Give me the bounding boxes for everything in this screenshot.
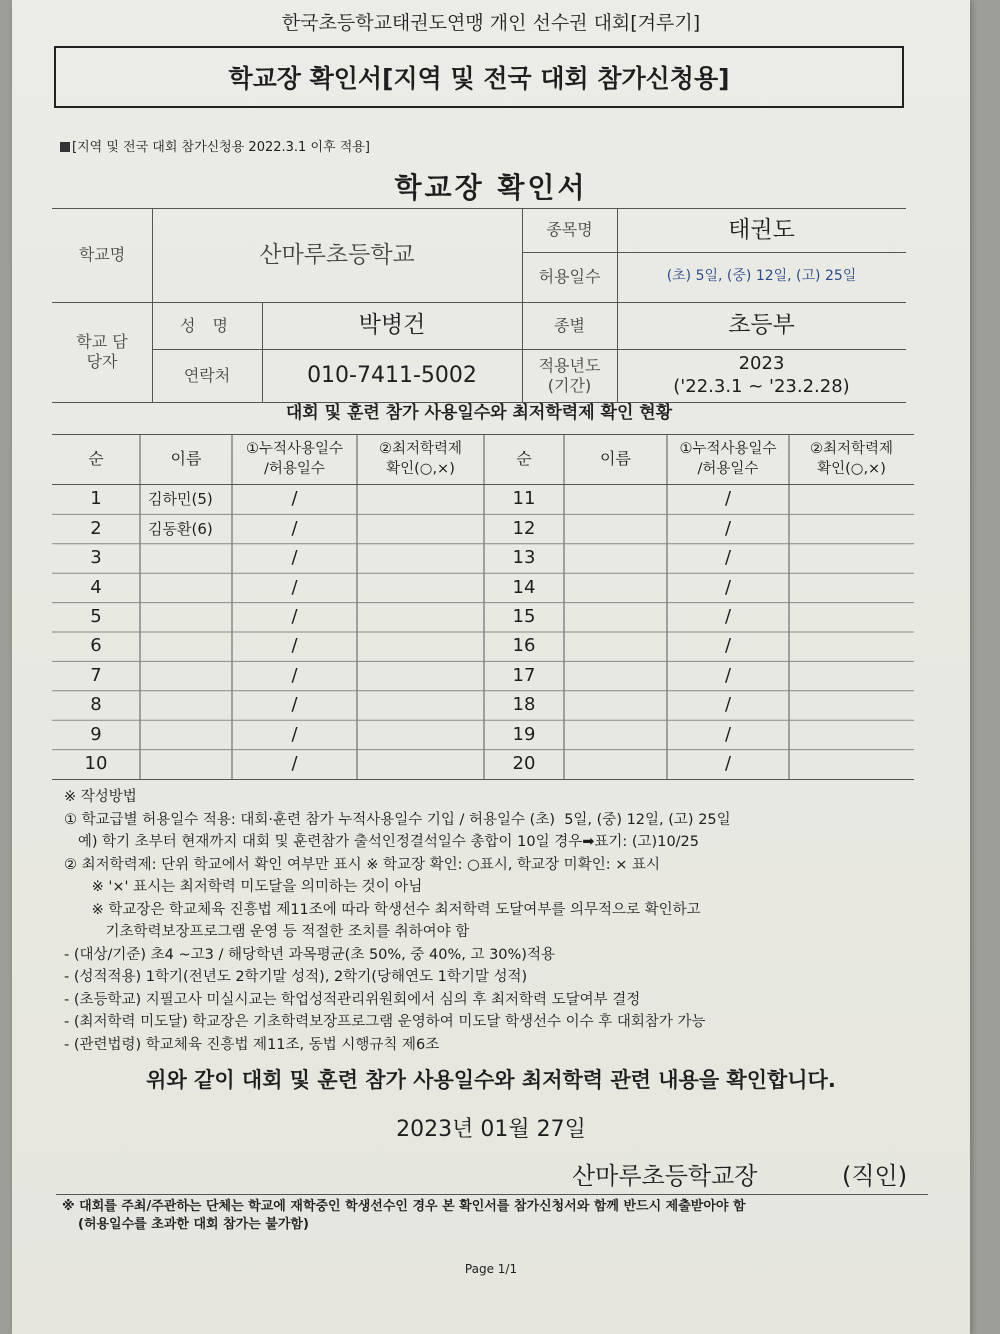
row-days-left: / — [291, 694, 298, 716]
row-days-right: / — [724, 488, 732, 510]
row-days-right: / — [724, 517, 732, 539]
division-value: 초등부 — [728, 312, 795, 339]
row-days-right: / — [724, 606, 732, 628]
allowed-days-value: (초) 5일, (중) 12일, (고) 25일 — [666, 268, 857, 285]
header-check-line2: 확인(○,×) — [817, 461, 886, 477]
row-name-right — [564, 514, 667, 543]
row-days-right: / — [724, 547, 732, 569]
document-title: 학교장 확인서 — [394, 171, 588, 204]
method-line: ※ '×' 표시는 최저학력 미도달을 의미하는 것이 아님 — [64, 879, 423, 895]
row-no-right: 11 — [512, 488, 536, 510]
row-days-right: / — [724, 635, 732, 657]
row-check-right — [789, 632, 914, 661]
contact-value: 010-7411-5002 — [307, 362, 477, 388]
row-name-right — [564, 661, 667, 690]
row-check-left — [357, 720, 484, 749]
manager-label: 학교 담당자 — [76, 332, 128, 371]
row-no-left: 5 — [90, 606, 102, 628]
row-name-left — [140, 544, 232, 573]
row-name-right — [564, 485, 667, 514]
applicability-note-text: [지역 및 전국 대회 참가신청용 2022.3.1 이후 적용] — [72, 140, 370, 155]
header-days-left — [232, 434, 357, 484]
row-name-left — [140, 720, 232, 749]
header-check-line1: ②최저학력제 — [378, 440, 463, 457]
method-line: ※ 학교장은 학교체육 진흥법 제11조에 따라 학생선수 최저학력 도달여부를 의무적으로 확인하고 — [64, 901, 701, 918]
applicability-note — [60, 136, 370, 155]
row-days-right: / — [724, 723, 732, 745]
writing-method — [64, 786, 944, 1056]
row-name-left — [140, 661, 232, 690]
row-no-left: 1 — [90, 488, 102, 510]
applied-year-value: 2023 — [738, 353, 785, 374]
row-no-left: 6 — [90, 635, 102, 657]
header-check-line2: 확인(○,×) — [386, 461, 455, 477]
row-name-left — [140, 573, 232, 602]
row-check-left — [357, 661, 484, 690]
method-line: 예) 학기 초부터 현재까지 대회 및 훈련참가 출석인정결석일수 총합이 10일 경우➡표기: (고)10/25 — [64, 834, 700, 850]
school-name-label: 학교명 — [78, 245, 126, 264]
header-days-right — [667, 434, 789, 484]
row-name-left: 김동환(6) — [148, 519, 213, 538]
row-days-left: / — [291, 664, 298, 686]
header-check-right — [789, 434, 914, 484]
row-no-right: 19 — [512, 723, 536, 745]
header-days-line2: /허용일수 — [697, 461, 759, 477]
method-line: 기초학력보장프로그램 운영 등 적절한 조치를 취하여야 함 — [64, 924, 470, 940]
row-check-left — [357, 691, 484, 720]
official-seal: (직인) — [842, 1162, 908, 1190]
row-check-right — [789, 661, 914, 690]
competition-name: 한국초등학교태권도연맹 개인 선수권 대회[겨루기] — [281, 12, 701, 34]
method-line: - (초등학교) 지필고사 미실시교는 학업성적관리위원회에서 심의 후 최저학력 도달여부 결정 — [64, 991, 641, 1008]
row-no-right: 16 — [512, 635, 536, 657]
row-name-right — [564, 720, 667, 749]
row-check-left — [357, 485, 484, 514]
header-name-right: 이름 — [600, 448, 631, 468]
row-check-left — [357, 603, 484, 632]
header-check-line1: ②최저학력제 — [809, 440, 894, 457]
row-days-right: / — [724, 753, 732, 775]
row-name-left — [140, 632, 232, 661]
info-table — [52, 208, 906, 404]
square-bullet-icon — [60, 142, 70, 152]
row-no-right: 13 — [512, 547, 536, 569]
manager-name-label: 성 명 — [180, 315, 234, 335]
row-check-right — [789, 514, 914, 543]
row-no-left: 9 — [90, 723, 102, 745]
row-days-right: / — [724, 664, 732, 686]
row-check-left — [357, 573, 484, 602]
method-line: ② 최저학력제: 단위 학교에서 확인 여부만 표시 ※ 학교장 확인: ○표시, 학교장 미확인: × 표시 — [64, 856, 660, 873]
method-line: ※ 작성방법 — [64, 789, 137, 805]
header-days-line1: ①누적사용일수 — [679, 440, 777, 457]
row-days-left: / — [291, 547, 298, 569]
row-days-left: / — [291, 606, 298, 628]
row-name-left — [140, 691, 232, 720]
confirmation-statement: 위와 같이 대회 및 훈련 참가 사용일수와 최저학력 관련 내용을 확인합니다. — [146, 1068, 836, 1092]
row-check-right — [789, 544, 914, 573]
principal-signature: 산마루초등학교장 — [572, 1162, 758, 1190]
row-name-right — [564, 603, 667, 632]
row-check-right — [789, 691, 914, 720]
header-check-left — [357, 434, 484, 484]
applied-year-label: 적용년도 (기간) — [538, 355, 601, 395]
row-no-left: 8 — [90, 694, 102, 716]
row-no-left: 3 — [90, 547, 102, 569]
footer-divider — [56, 1194, 928, 1195]
row-days-right: / — [724, 576, 732, 598]
allowed-days-label: 허용일수 — [538, 267, 601, 286]
manager-name-value: 박병건 — [358, 312, 426, 339]
row-no-left: 4 — [90, 576, 102, 598]
row-check-right — [789, 750, 914, 779]
school-name-value: 산마루초등학교 — [259, 241, 415, 268]
row-no-right: 12 — [512, 517, 536, 539]
applied-year-period: ('22.3.1 ~ '23.2.28) — [673, 375, 850, 397]
row-no-left: 10 — [84, 753, 108, 775]
row-days-left: / — [291, 753, 298, 775]
row-no-right: 14 — [512, 576, 536, 598]
row-check-left — [357, 544, 484, 573]
header-no-right: 순 — [516, 448, 532, 468]
row-days-left: / — [291, 635, 298, 657]
row-no-right: 15 — [512, 606, 536, 628]
division-label: 종별 — [554, 315, 585, 335]
row-name-left — [140, 603, 232, 632]
document-page — [12, 0, 970, 1334]
row-no-right: 20 — [512, 753, 536, 775]
row-no-left: 7 — [90, 664, 102, 686]
method-line: ① 학교급별 허용일수 적용: 대회·훈련 참가 누적사용일수 기입 / 허용일수 (초) 5일, (중) 12일, (고) 25일 — [64, 811, 731, 828]
event-value: 태권도 — [728, 216, 795, 243]
row-name-left — [140, 750, 232, 779]
row-check-right — [789, 720, 914, 749]
method-line: - (대상/기준) 초4 ~고3 / 해당학년 과목평균(초 50%, 중 40%, 고 30%)적용 — [64, 946, 555, 963]
row-name-right — [564, 573, 667, 602]
row-check-right — [789, 485, 914, 514]
page-number: Page 1/1 — [464, 1262, 518, 1276]
header-days-line1: ①누적사용일수 — [245, 440, 344, 457]
row-name-right — [564, 750, 667, 779]
method-line: - (관련법령) 학교체육 진흥법 제11조, 동법 시행규칙 제6조 — [64, 1036, 440, 1053]
footer-note-line: ※ 대회를 주최/주관하는 단체는 학교에 재학중인 학생선수인 경우 본 확인서를 참가신청서와 함께 반드시 제출받아야 함 — [62, 1199, 746, 1214]
header-name-left: 이름 — [170, 448, 202, 468]
row-check-left — [357, 514, 484, 543]
row-check-left — [357, 632, 484, 661]
footer-note — [62, 1198, 942, 1234]
row-days-right: / — [724, 694, 732, 716]
row-check-left — [357, 750, 484, 779]
row-name-right — [564, 544, 667, 573]
header-days-line2: /허용일수 — [264, 461, 325, 477]
contact-label: 연락처 — [183, 365, 231, 385]
row-no-right: 18 — [512, 694, 536, 716]
form-title-box — [54, 46, 904, 108]
event-label: 종목명 — [546, 220, 593, 239]
row-check-right — [789, 573, 914, 602]
row-name-right — [564, 691, 667, 720]
method-line: - (최저학력 미도달) 학교장은 기초학력보장프로그램 운영하여 미도달 학생선수 이수 후 대회참가 가능 — [64, 1014, 706, 1030]
row-name-left: 김하민(5) — [148, 490, 213, 509]
issue-date: 2023년 01월 27일 — [396, 1117, 586, 1142]
footer-note-line: (허용일수를 초과한 대회 참가는 불가함) — [78, 1217, 309, 1232]
status-table — [52, 434, 914, 780]
row-no-right: 17 — [512, 664, 536, 686]
row-name-right — [564, 632, 667, 661]
applied-year-cell — [617, 349, 906, 402]
method-line: - (성적적용) 1학기(전년도 2학기말 성적), 2학기(당해연도 1학기말 성적) — [64, 969, 528, 985]
row-days-left: / — [291, 488, 298, 510]
form-title: 학교장 확인서[지역 및 전국 대회 참가신청용] — [228, 64, 730, 93]
row-check-right — [789, 603, 914, 632]
row-days-left: / — [291, 723, 298, 745]
row-no-left: 2 — [90, 517, 102, 539]
row-days-left: / — [291, 576, 298, 598]
header-no-left: 순 — [88, 448, 104, 468]
row-days-left: / — [291, 517, 298, 539]
status-table-title: 대회 및 훈련 참가 사용일수와 최저학력제 확인 현황 — [285, 403, 673, 423]
